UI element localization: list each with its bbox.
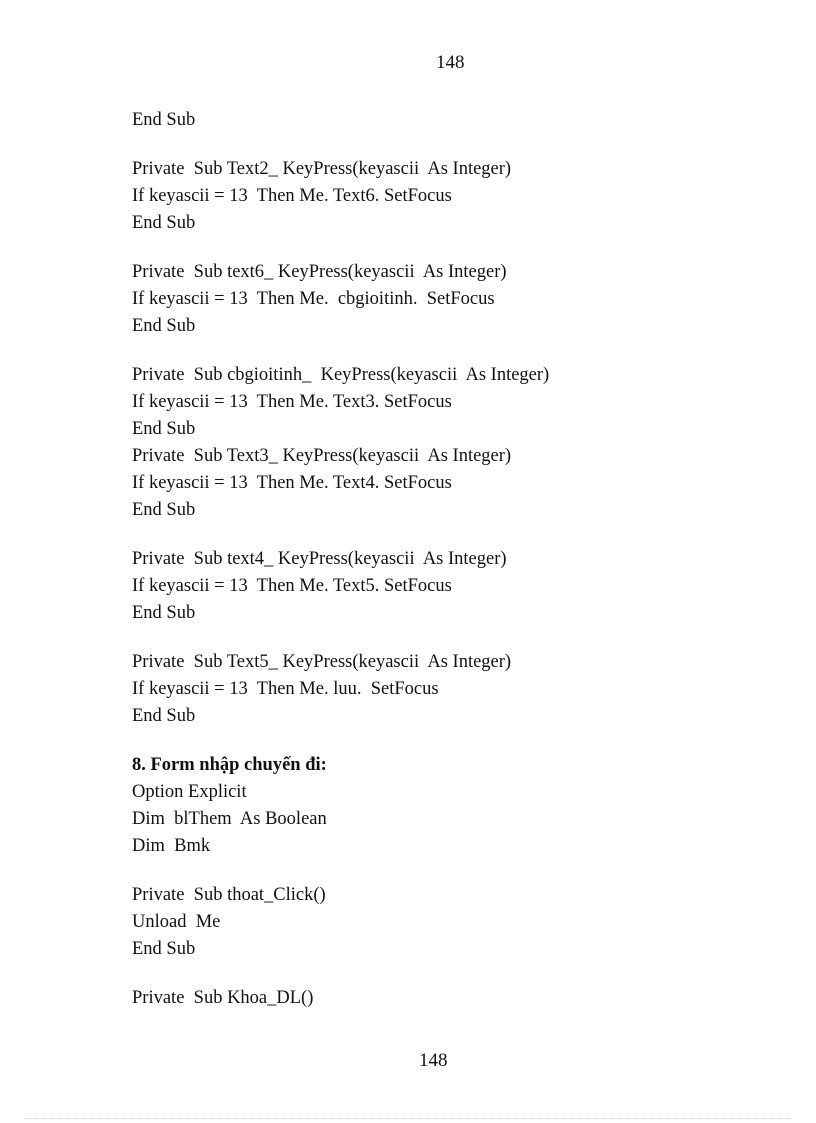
page-number-bottom: 148	[419, 1050, 448, 1071]
page-edge-divider	[24, 1118, 792, 1119]
code-block	[132, 107, 772, 134]
code-block	[132, 985, 772, 1012]
code-block	[132, 259, 772, 340]
code-line: If keyascii = 13 Then Me. cbgioitinh. SetFocus	[132, 289, 495, 309]
code-line: End Sub	[132, 706, 196, 726]
code-line: End Sub	[132, 419, 196, 439]
code-line: Private Sub text6_ KeyPress(keyascii As Integer)	[132, 262, 507, 282]
code-line: Private Sub Text5_ KeyPress(keyascii As Integer)	[132, 652, 512, 672]
code-line: If keyascii = 13 Then Me. Text4. SetFocus	[132, 473, 452, 493]
code-line: If keyascii = 13 Then Me. Text5. SetFocus	[132, 576, 452, 596]
code-line: Private Sub Text2_ KeyPress(keyascii As Integer)	[132, 159, 512, 179]
code-line: Dim blThem As Boolean	[132, 809, 327, 829]
code-line: Option Explicit	[132, 782, 247, 802]
page-number-top: 148	[436, 52, 465, 73]
code-line: End Sub	[132, 500, 196, 520]
code-block	[132, 546, 772, 627]
section-heading: 8. Form nhập chuyến đi:	[132, 755, 327, 775]
code-block	[132, 649, 772, 730]
code-line: Private Sub Text3_ KeyPress(keyascii As Integer)	[132, 446, 512, 466]
code-line: If keyascii = 13 Then Me. luu. SetFocus	[132, 679, 439, 699]
code-line: Private Sub thoat_Click()	[132, 885, 326, 905]
document-body	[132, 107, 772, 1012]
code-line: Private Sub Khoa_DL()	[132, 988, 314, 1008]
code-line: End Sub	[132, 316, 196, 336]
code-line: Dim Bmk	[132, 836, 211, 856]
code-block	[132, 156, 772, 237]
code-line: Unload Me	[132, 912, 221, 932]
section	[132, 752, 772, 860]
code-line: If keyascii = 13 Then Me. Text3. SetFocus	[132, 392, 452, 412]
code-block	[132, 882, 772, 963]
code-line: End Sub	[132, 213, 196, 233]
code-line: If keyascii = 13 Then Me. Text6. SetFocus	[132, 186, 452, 206]
code-line: End Sub	[132, 939, 196, 959]
code-line: End Sub	[132, 110, 196, 130]
code-line: End Sub	[132, 603, 196, 623]
code-line: Private Sub text4_ KeyPress(keyascii As Integer)	[132, 549, 507, 569]
code-line: Private Sub cbgioitinh_ KeyPress(keyascii As Integer)	[132, 365, 550, 385]
code-block	[132, 362, 772, 524]
